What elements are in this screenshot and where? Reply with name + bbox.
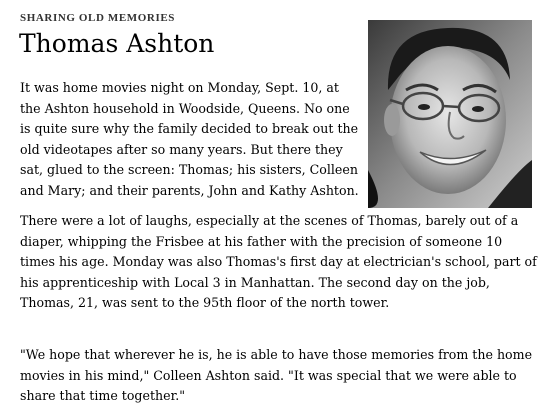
- article-paragraph: There were a lot of laughs, especially at the scenes of Thomas, barely out of a diaper, whipping the Frisbee at his father with the precision of someone 10 times his age. Monday was also Thomas's first day at electrician's school, part of his apprenticeship with Local 3 in Manhattan. The second day on the job, Thomas, 21, was sent to the 95th floor of the north tower.: [20, 213, 537, 310]
- article-paragraph: It was home movies night on Monday, Sept. 10, at the Ashton household in Woodside, Queens. No one is quite sure why the family decided to break out the old videotapes after so many years. But there they sat, glued to the screen: Thomas; his sisters, Colleen and Mary; and their parents, John and Kathy Ashton.: [20, 80, 359, 198]
- person-name-heading: Thomas Ashton: [19, 29, 215, 58]
- article-paragraph: "We hope that wherever he is, he is able to have those memories from the home movies in his mind," Colleen Ashton said. "It was special that we were able to share that time together.": [20, 347, 533, 403]
- portrait-photo: [368, 20, 532, 208]
- section-kicker: SHARING OLD MEMORIES: [20, 12, 176, 24]
